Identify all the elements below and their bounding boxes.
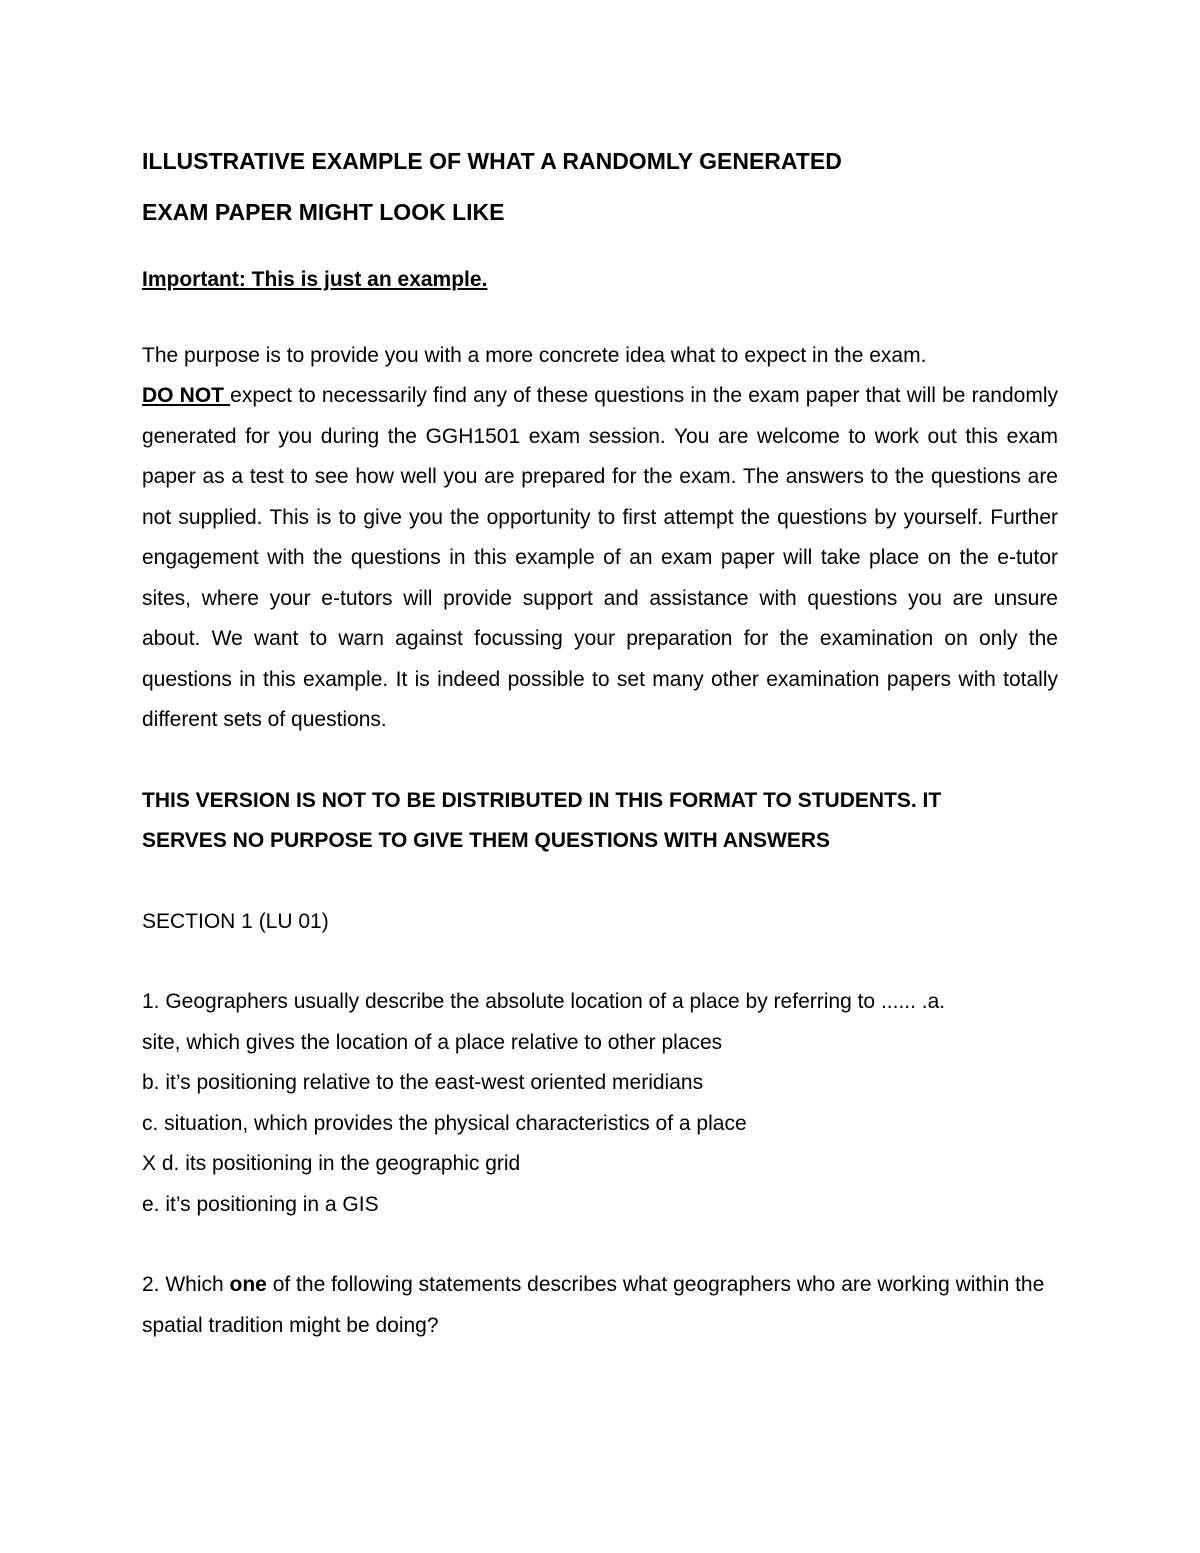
question-1-option-c: c. situation, which provides the physical characteristics of a place (142, 1111, 747, 1135)
title-line-1: ILLUSTRATIVE EXAMPLE OF WHAT A RANDOMLY GENERATED (142, 148, 842, 174)
intro-body: expect to necessarily find any of these questions in the exam paper that will be randomly generated for you during the GGH1501 exam session. You are welcome to work out this exam paper as a test to see how well you are prepared for the exam. The answers to the questions are not supplied. This is to give you the opportunity to first attempt the questions by yourself. Further engagement with the questions in this example of an exam paper will take place on the e-tutor sites, where your e-tutors will provide support and assistance with questions you are unsure about. We want to warn against focussing your preparation for the examination on only the questions in this example. It is indeed possible to set many other examination papers with totally different sets of questions. (142, 384, 1058, 731)
question-2-part-2: of the following statements describes what geographers who are working within the spatial tradition might be doing? (142, 1273, 1045, 1337)
question-1-option-b: b. it’s positioning relative to the east-west oriented meridians (142, 1071, 704, 1094)
document-title (142, 136, 1058, 238)
important-note: Important: This is just an example. (142, 268, 488, 291)
warning-line-1: THIS VERSION IS NOT TO BE DISTRIBUTED IN THIS FORMAT TO STUDENTS. IT (142, 788, 942, 812)
question-1 (142, 982, 1058, 1225)
title-line-2: EXAM PAPER MIGHT LOOK LIKE (142, 199, 505, 225)
section-heading: SECTION 1 (LU 01) (142, 909, 329, 933)
question-1-option-a: site, which gives the location of a place relative to other places (142, 1030, 723, 1054)
intro-line-1: The purpose is to provide you with a more concrete idea what to expect in the exam. (142, 343, 927, 367)
question-1-option-e: e. it’s positioning in a GIS (142, 1192, 379, 1216)
question-2-emphasis: one (229, 1273, 267, 1296)
question-2 (142, 1265, 1058, 1346)
warning-line-2: SERVES NO PURPOSE TO GIVE THEM QUESTIONS WITH ANSWERS (142, 829, 831, 852)
question-1-option-d: X d. its positioning in the geographic grid (142, 1152, 521, 1175)
do-not-emphasis: DO NOT (142, 384, 231, 407)
intro-paragraph (142, 336, 1058, 741)
question-2-part-1: 2. Which (142, 1273, 230, 1296)
distribution-warning (142, 781, 1058, 862)
document-page (142, 136, 1058, 1346)
question-1-stem: 1. Geographers usually describe the absolute location of a place by referring to ...... .a. (142, 990, 946, 1013)
